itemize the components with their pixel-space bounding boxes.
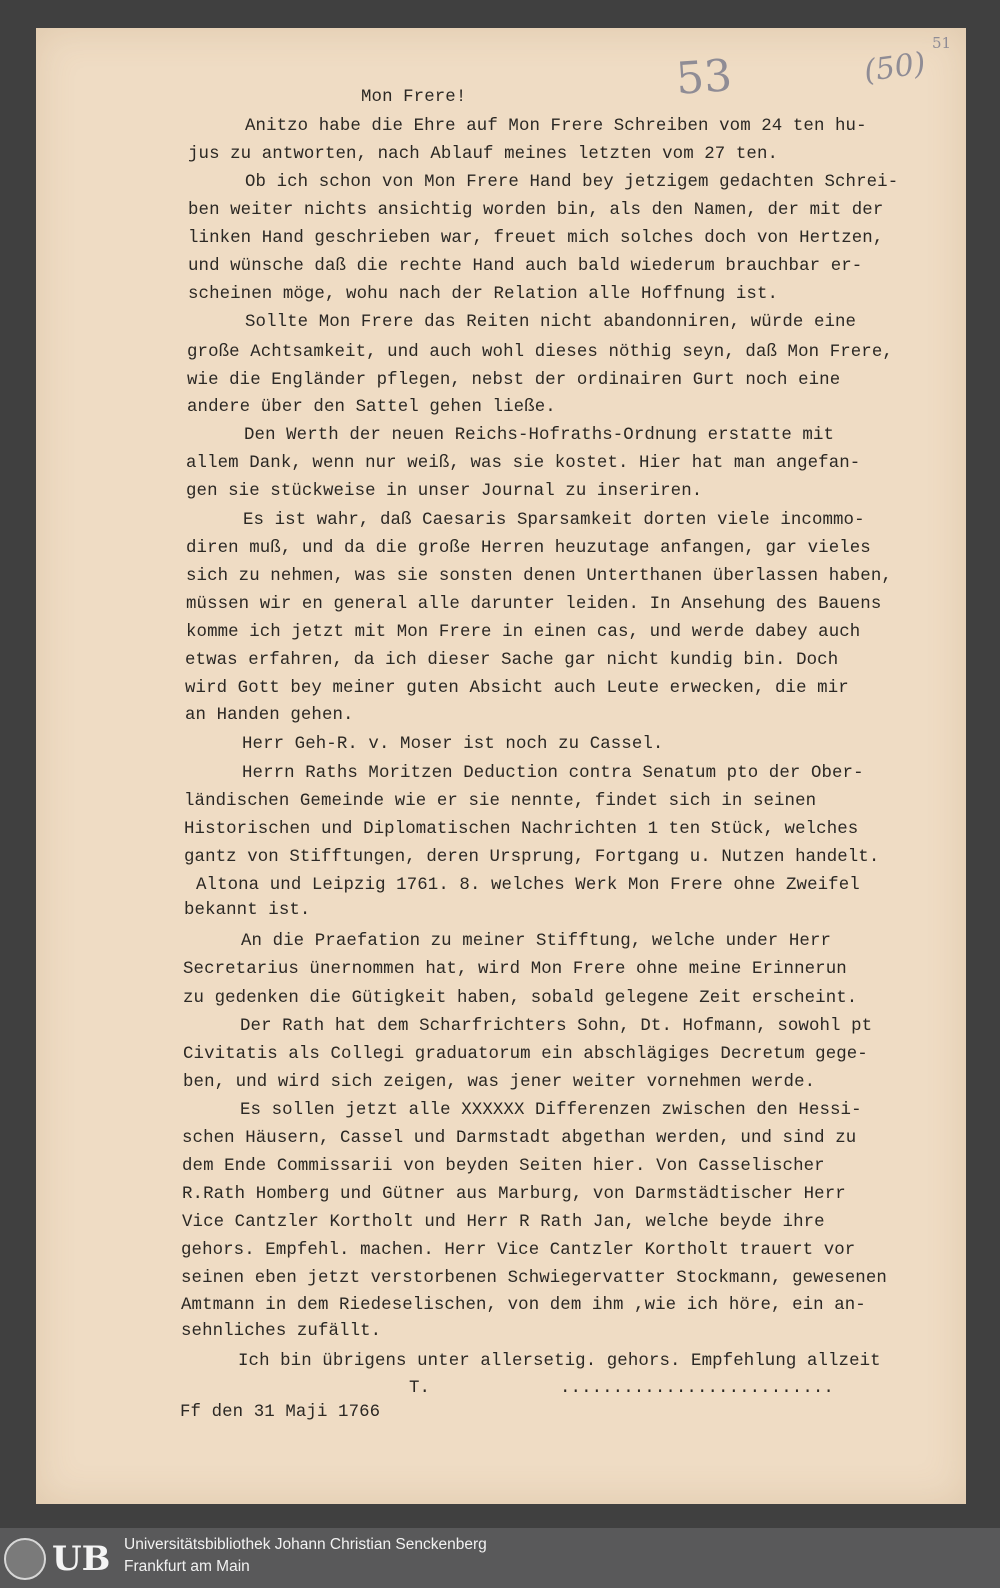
salutation: Mon Frere! bbox=[361, 88, 467, 107]
text-line: gen sie stückweise in unser Journal zu inseriren. bbox=[186, 482, 703, 501]
text-line: Secretarius ünernommen hat, wird Mon Frere ohne meine Erinnerun bbox=[183, 960, 847, 979]
text-line: linken Hand geschrieben war, freuet mich solches doch von Hertzen, bbox=[188, 229, 884, 248]
text-line: sich zu nehmen, was sie sonsten denen Unterthanen überlassen haben, bbox=[186, 567, 892, 586]
text-line: Amtmann in dem Riedeselischen, von dem ihm ,wie ich höre, ein an- bbox=[181, 1296, 866, 1315]
text-line: große Achtsamkeit, und auch wohl dieses nöthig seyn, daß Mon Frere, bbox=[187, 343, 893, 362]
text-line: ländischen Gemeinde wie er sie nennte, findet sich in seinen bbox=[184, 792, 817, 811]
text-line: etwas erfahren, da ich dieser Sache gar nicht kundig bin. Doch bbox=[185, 651, 839, 670]
text-line: wird Gott bey meiner guten Absicht auch Leute erwecken, die mir bbox=[185, 679, 849, 698]
text-line: Herrn Raths Moritzen Deduction contra Senatum pto der Ober- bbox=[242, 764, 864, 783]
text-line: Ich bin übrigens unter allersetig. gehors. Empfehlung allzeit bbox=[238, 1352, 881, 1371]
text-line: ben weiter nichts ansichtig worden bin, als den Namen, der mit der bbox=[188, 201, 884, 220]
text-line: jus zu antworten, nach Ablauf meines letzten vom 27 ten. bbox=[188, 145, 779, 164]
text-line: scheinen möge, wohu nach der Relation alle Hoffnung ist. bbox=[188, 285, 779, 304]
institution-city: Frankfurt am Main bbox=[124, 1558, 250, 1575]
text-line: An die Praefation zu meiner Stifftung, welche under Herr bbox=[241, 932, 832, 951]
text-line: Sollte Mon Frere das Reiten nicht abandonniren, würde eine bbox=[245, 313, 857, 332]
signature-dots: .......................... bbox=[560, 1379, 834, 1398]
text-line: Anitzo habe die Ehre auf Mon Frere Schreiben vom 24 ten hu- bbox=[245, 117, 867, 136]
text-line: ben, und wird sich zeigen, was jener weiter vornehmen werde. bbox=[183, 1073, 816, 1092]
pencil-folio-corner: 51 bbox=[932, 34, 952, 52]
pencil-folio-center: 53 bbox=[674, 50, 734, 105]
text-line: gehors. Empfehl. machen. Herr Vice Cantzler Kortholt trauert vor bbox=[181, 1241, 856, 1260]
text-line: komme ich jetzt mit Mon Frere in einen cas, und werde dabey auch bbox=[186, 623, 861, 642]
text-line: seinen eben jetzt verstorbenen Schwiegervatter Stockmann, gewesenen bbox=[181, 1269, 887, 1288]
text-line: R.Rath Homberg und Gütner aus Marburg, von Darmstädtischer Herr bbox=[182, 1185, 846, 1204]
text-line: Ob ich schon von Mon Frere Hand bey jetzigem gedachten Schrei- bbox=[245, 173, 899, 192]
text-line: Es ist wahr, daß Caesaris Sparsamkeit dorten viele incommo- bbox=[243, 511, 865, 530]
signature-initial: T. bbox=[409, 1379, 431, 1398]
text-line: andere über den Sattel gehen ließe. bbox=[187, 398, 556, 417]
logo-text: UB bbox=[52, 1539, 111, 1579]
text-line: bekannt ist. bbox=[184, 901, 311, 920]
text-line: Vice Cantzler Kortholt und Herr R Rath Jan, welche beyde ihre bbox=[182, 1213, 825, 1232]
text-line: müssen wir en general alle darunter leiden. In Ansehung des Bauens bbox=[186, 595, 882, 614]
text-line: dem Ende Commissarii von beyden Seiten hier. Von Casselischer bbox=[182, 1157, 825, 1176]
text-line: an Handen gehen. bbox=[185, 706, 354, 725]
text-line: allem Dank, wenn nur weiß, was sie kostet. Hier hat man angefan- bbox=[186, 454, 861, 473]
portrait-icon bbox=[4, 1538, 46, 1580]
text-line: Historischen und Diplomatischen Nachrichten 1 ten Stück, welches bbox=[184, 820, 859, 839]
text-line: diren muß, und da die große Herren heuzutage anfangen, gar vieles bbox=[186, 539, 871, 558]
text-line: schen Häusern, Cassel und Darmstadt abgethan werden, und sind zu bbox=[182, 1129, 857, 1148]
text-line: Altona und Leipzig 1761. 8. welches Werk Mon Frere ohne Zweifel bbox=[196, 876, 860, 895]
text-line: Civitatis als Collegi graduatorum ein abschlägiges Decretum gege- bbox=[183, 1045, 868, 1064]
text-line: wie die Engländer pflegen, nebst der ordinairen Gurt noch eine bbox=[187, 371, 841, 390]
pencil-folio-right: (50) bbox=[861, 45, 928, 90]
text-line: Herr Geh-R. v. Moser ist noch zu Cassel. bbox=[242, 735, 664, 754]
text-line: Der Rath hat dem Scharfrichters Sohn, Dt. Hofmann, sowohl pt bbox=[240, 1017, 873, 1036]
text-line: Es sollen jetzt alle XXXXXX Differenzen zwischen den Hessi- bbox=[240, 1101, 862, 1120]
text-line: zu gedenken die Gütigkeit haben, sobald gelegene Zeit erscheint. bbox=[183, 989, 858, 1008]
text-line: Den Werth der neuen Reichs-Hofraths-Ordnung erstatte mit bbox=[244, 426, 835, 445]
date-line: Ff den 31 Maji 1766 bbox=[180, 1403, 381, 1422]
text-line: sehnliches zufällt. bbox=[181, 1322, 382, 1341]
library-footer bbox=[0, 1528, 1000, 1588]
text-line: und wünsche daß die rechte Hand auch bald wiederum brauchbar er- bbox=[188, 257, 863, 276]
document-page bbox=[36, 28, 966, 1504]
ub-logo bbox=[0, 1534, 118, 1584]
text-line: gantz von Stifftungen, deren Ursprung, Fortgang u. Nutzen handelt. bbox=[184, 848, 880, 867]
institution-name: Universitätsbibliothek Johann Christian Senckenberg bbox=[124, 1536, 487, 1553]
